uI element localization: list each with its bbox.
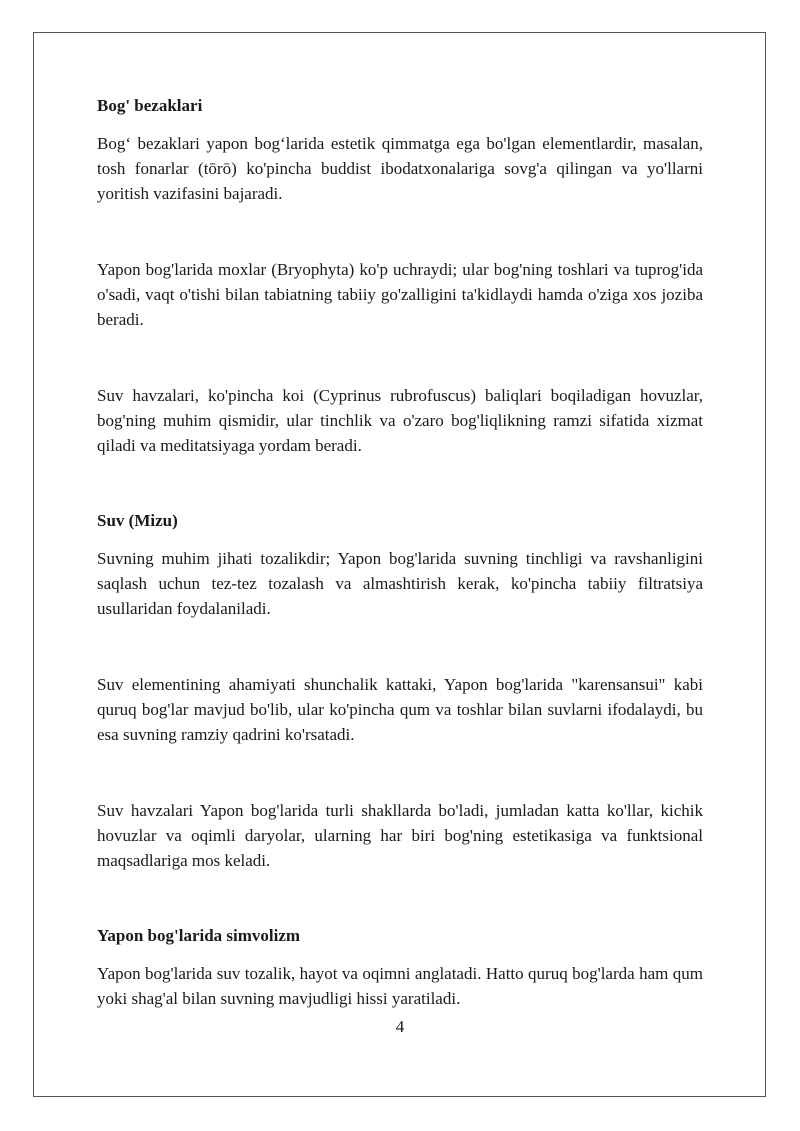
section-heading: Suv (Mizu) xyxy=(97,511,178,530)
paragraph: Suvning muhim jihati tozalikdir; Yapon bog'larida suvning tinchligi va ravshanligini saqlash uchun tez-tez tozalash va almashtirish kerak, ko'pincha tabiiy filtratsiya usullaridan foydalaniladi. xyxy=(97,549,703,618)
paragraph: Suv havzalari, ko'pincha koi (Cyprinus rubrofuscus) baliqlari boqiladigan hovuzlar, bog'ning muhim qismidir, ular tinchlik va o'zaro bog'liqlikning ramzi sifatida xizmat qiladi va meditatsiyaga yordam beradi. xyxy=(97,386,703,455)
document-body xyxy=(97,94,703,1011)
paragraph: Yapon bog'larida moxlar (Bryophyta) ko'p uchraydi; ular bog'ning toshlari va tuprog'ida o'sadi, vaqt o'tishi bilan tabiatning tabiiy go'zalligini ta'kidlaydi hamda o'ziga xos joziba beradi. xyxy=(97,260,703,329)
page-number: 4 xyxy=(395,1017,405,1036)
section-simvolizm xyxy=(97,924,703,1011)
paragraph: Bog‘ bezaklari yapon bog‘larida estetik qimmatga ega bo'lgan elementlardir, masalan, tosh fonarlar (tōrō) ko'pincha buddist ibodatxonalariga sovg'a qilingan va yo'llarni yoritish vazifasini bajaradi. xyxy=(97,134,703,203)
paragraph: Suv havzalari Yapon bog'larida turli shakllarda bo'ladi, jumladan katta ko'llar, kichik hovuzlar va oqimli daryolar, ularning har biri bog'ning estetikasiga va funktsional maqsadlariga mos keladi. xyxy=(97,801,703,870)
section-heading: Bog' bezaklari xyxy=(97,96,203,115)
section-suv-mizu xyxy=(97,509,703,873)
section-bog-bezaklari xyxy=(97,94,703,458)
section-heading: Yapon bog'larida simvolizm xyxy=(97,926,301,945)
paragraph: Yapon bog'larida suv tozalik, hayot va oqimni anglatadi. Hatto quruq bog'larda ham qum yoki shag'al bilan suvning mavjudligi hissi yaratiladi. xyxy=(97,964,703,1008)
paragraph: Suv elementining ahamiyati shunchalik kattaki, Yapon bog'larida "karensansui" kabi quruq bog'lar mavjud bo'lib, ular ko'pincha qum va toshlar bilan suvlarni ifodalaydi, bu esa suvning ramziy qadrini ko'rsatadi. xyxy=(97,675,703,744)
